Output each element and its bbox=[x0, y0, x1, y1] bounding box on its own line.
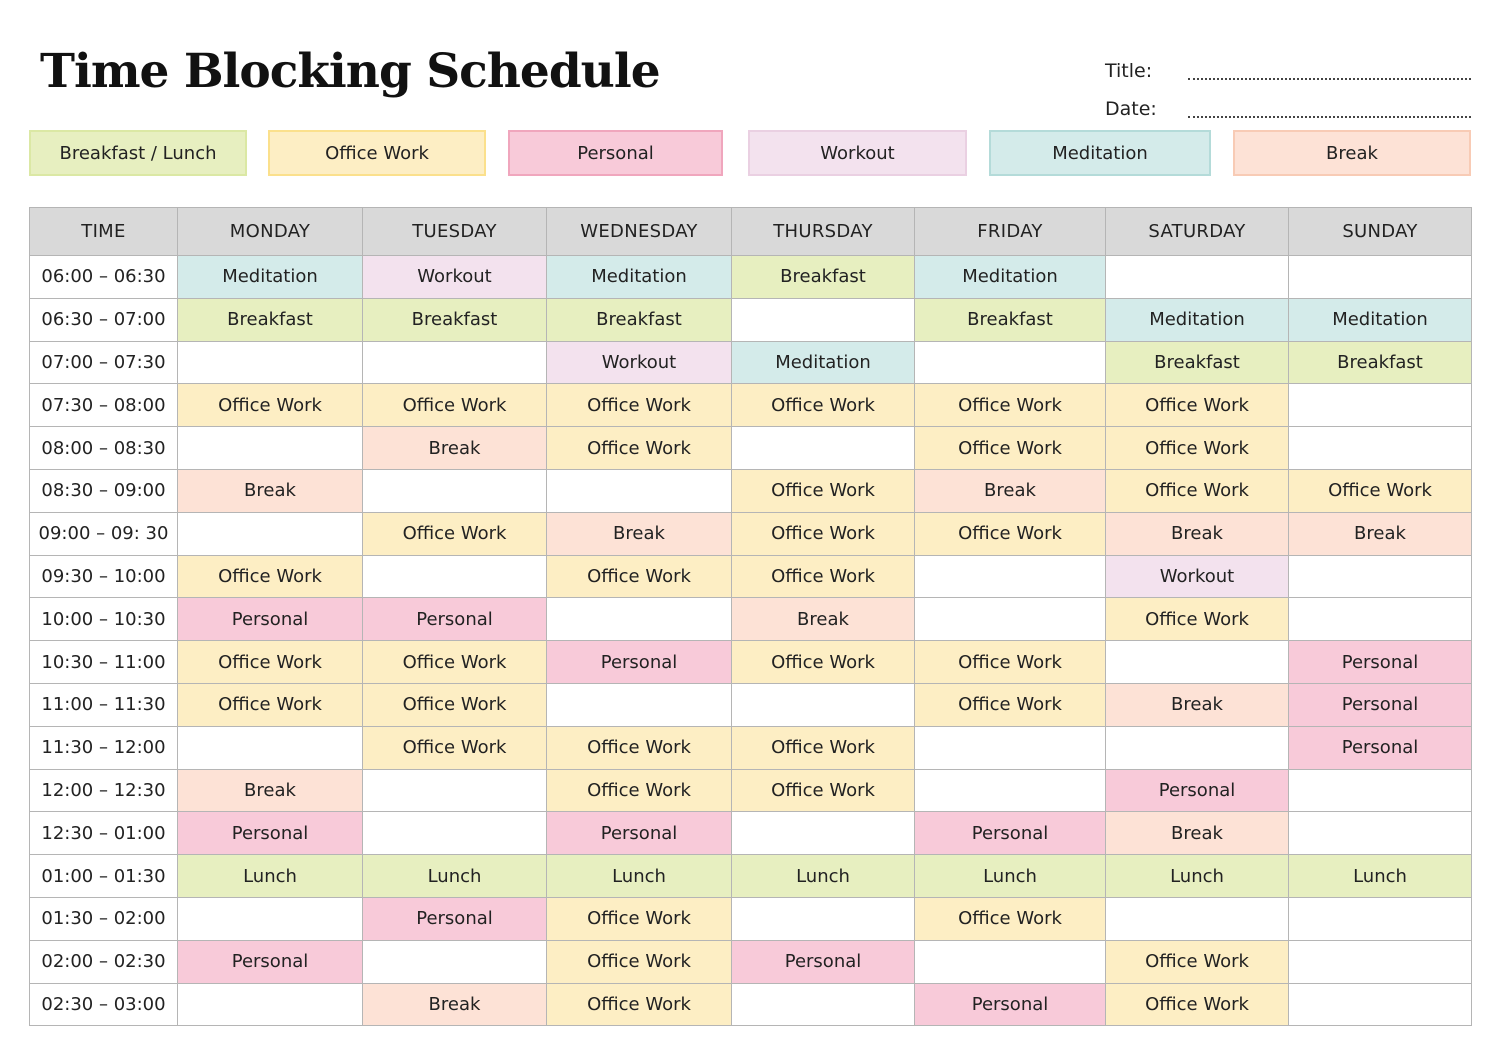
schedule-cell-tuesday[interactable]: Personal bbox=[363, 897, 547, 940]
schedule-cell-thursday[interactable]: Breakfast bbox=[732, 256, 915, 299]
schedule-cell-thursday[interactable]: Lunch bbox=[732, 855, 915, 898]
schedule-cell-saturday[interactable] bbox=[1106, 641, 1289, 684]
title-field[interactable] bbox=[1105, 44, 1471, 82]
schedule-cell-friday[interactable]: Personal bbox=[915, 812, 1106, 855]
schedule-cell-tuesday[interactable]: Breakfast bbox=[363, 298, 547, 341]
schedule-cell-thursday[interactable]: Meditation bbox=[732, 341, 915, 384]
schedule-row bbox=[30, 341, 1472, 384]
schedule-cell-tuesday[interactable] bbox=[363, 555, 547, 598]
time-slot: 10:00 – 10:30 bbox=[30, 598, 178, 641]
schedule-row bbox=[30, 641, 1472, 684]
schedule-cell-sunday[interactable]: Personal bbox=[1289, 726, 1472, 769]
schedule-cell-wednesday[interactable]: Office Work bbox=[547, 427, 732, 470]
schedule-row bbox=[30, 384, 1472, 427]
date-field[interactable] bbox=[1105, 82, 1471, 120]
schedule-cell-saturday[interactable]: Meditation bbox=[1106, 298, 1289, 341]
legend-item-personal: Personal bbox=[508, 130, 723, 176]
schedule-cell-saturday[interactable]: Office Work bbox=[1106, 469, 1289, 512]
schedule-cell-tuesday[interactable]: Office Work bbox=[363, 726, 547, 769]
schedule-cell-thursday[interactable] bbox=[732, 812, 915, 855]
schedule-cell-wednesday[interactable]: Office Work bbox=[547, 384, 732, 427]
schedule-cell-sunday[interactable] bbox=[1289, 983, 1472, 1026]
schedule-cell-sunday[interactable] bbox=[1289, 897, 1472, 940]
schedule-cell-wednesday[interactable]: Personal bbox=[547, 812, 732, 855]
schedule-cell-wednesday[interactable]: Breakfast bbox=[547, 298, 732, 341]
schedule-cell-saturday[interactable]: Lunch bbox=[1106, 855, 1289, 898]
schedule-cell-saturday[interactable]: Personal bbox=[1106, 769, 1289, 812]
schedule-cell-monday[interactable]: Office Work bbox=[178, 641, 363, 684]
schedule-cell-friday[interactable] bbox=[915, 341, 1106, 384]
schedule-row bbox=[30, 512, 1472, 555]
title-label: Title: bbox=[1105, 60, 1153, 82]
schedule-cell-sunday[interactable]: Breakfast bbox=[1289, 341, 1472, 384]
schedule-cell-thursday[interactable] bbox=[732, 983, 915, 1026]
schedule-cell-sunday[interactable] bbox=[1289, 812, 1472, 855]
schedule-row bbox=[30, 469, 1472, 512]
column-header-wednesday: WEDNESDAY bbox=[547, 208, 732, 256]
schedule-cell-sunday[interactable]: Personal bbox=[1289, 641, 1472, 684]
schedule-row bbox=[30, 298, 1472, 341]
schedule-cell-sunday[interactable]: Lunch bbox=[1289, 855, 1472, 898]
schedule-row bbox=[30, 555, 1472, 598]
schedule-cell-monday[interactable] bbox=[178, 983, 363, 1026]
schedule-cell-sunday[interactable] bbox=[1289, 256, 1472, 299]
schedule-cell-wednesday[interactable]: Lunch bbox=[547, 855, 732, 898]
schedule-cell-sunday[interactable]: Meditation bbox=[1289, 298, 1472, 341]
schedule-cell-saturday[interactable] bbox=[1106, 256, 1289, 299]
schedule-cell-saturday[interactable]: Break bbox=[1106, 683, 1289, 726]
time-slot: 07:30 – 08:00 bbox=[30, 384, 178, 427]
schedule-cell-wednesday[interactable]: Workout bbox=[547, 341, 732, 384]
schedule-cell-thursday[interactable] bbox=[732, 298, 915, 341]
schedule-cell-sunday[interactable]: Office Work bbox=[1289, 469, 1472, 512]
time-slot: 09:00 – 09: 30 bbox=[30, 512, 178, 555]
schedule-cell-thursday[interactable]: Office Work bbox=[732, 726, 915, 769]
column-header-sunday: SUNDAY bbox=[1289, 208, 1472, 256]
schedule-cell-sunday[interactable]: Break bbox=[1289, 512, 1472, 555]
schedule-cell-wednesday[interactable]: Office Work bbox=[547, 897, 732, 940]
legend-item-workout: Workout bbox=[748, 130, 967, 176]
schedule-cell-wednesday[interactable]: Office Work bbox=[547, 940, 732, 983]
date-label: Date: bbox=[1105, 98, 1157, 120]
schedule-cell-tuesday[interactable]: Office Work bbox=[363, 384, 547, 427]
schedule-cell-wednesday[interactable]: Office Work bbox=[547, 555, 732, 598]
time-slot: 10:30 – 11:00 bbox=[30, 641, 178, 684]
time-slot: 01:30 – 02:00 bbox=[30, 897, 178, 940]
schedule-cell-monday[interactable] bbox=[178, 341, 363, 384]
schedule-row bbox=[30, 940, 1472, 983]
schedule-row bbox=[30, 812, 1472, 855]
schedule-cell-saturday[interactable] bbox=[1106, 897, 1289, 940]
schedule-cell-sunday[interactable] bbox=[1289, 598, 1472, 641]
schedule-cell-monday[interactable]: Lunch bbox=[178, 855, 363, 898]
schedule-cell-friday[interactable] bbox=[915, 940, 1106, 983]
schedule-cell-saturday[interactable]: Office Work bbox=[1106, 940, 1289, 983]
schedule-cell-friday[interactable] bbox=[915, 555, 1106, 598]
column-header-friday: FRIDAY bbox=[915, 208, 1106, 256]
column-header-thursday: THURSDAY bbox=[732, 208, 915, 256]
schedule-cell-thursday[interactable]: Office Work bbox=[732, 512, 915, 555]
schedule-cell-tuesday[interactable]: Personal bbox=[363, 598, 547, 641]
schedule-cell-tuesday[interactable] bbox=[363, 812, 547, 855]
time-slot: 12:30 – 01:00 bbox=[30, 812, 178, 855]
header-row bbox=[30, 208, 1472, 256]
time-slot: 08:30 – 09:00 bbox=[30, 469, 178, 512]
schedule-cell-tuesday[interactable]: Office Work bbox=[363, 641, 547, 684]
schedule-cell-sunday[interactable] bbox=[1289, 555, 1472, 598]
schedule-cell-monday[interactable]: Office Work bbox=[178, 683, 363, 726]
schedule-cell-tuesday[interactable]: Break bbox=[363, 427, 547, 470]
date-line[interactable] bbox=[1188, 104, 1471, 118]
schedule-cell-thursday[interactable] bbox=[732, 897, 915, 940]
schedule-table bbox=[29, 207, 1472, 1026]
schedule-cell-wednesday[interactable]: Break bbox=[547, 512, 732, 555]
time-slot: 06:00 – 06:30 bbox=[30, 256, 178, 299]
schedule-cell-thursday[interactable]: Office Work bbox=[732, 469, 915, 512]
schedule-row bbox=[30, 683, 1472, 726]
schedule-cell-saturday[interactable]: Breakfast bbox=[1106, 341, 1289, 384]
schedule-cell-thursday[interactable]: Office Work bbox=[732, 769, 915, 812]
title-line[interactable] bbox=[1188, 66, 1471, 80]
time-slot: 11:30 – 12:00 bbox=[30, 726, 178, 769]
schedule-row bbox=[30, 726, 1472, 769]
time-slot: 01:00 – 01:30 bbox=[30, 855, 178, 898]
schedule-cell-wednesday[interactable]: Office Work bbox=[547, 726, 732, 769]
schedule-cell-friday[interactable]: Office Work bbox=[915, 641, 1106, 684]
schedule-cell-thursday[interactable] bbox=[732, 427, 915, 470]
time-slot: 06:30 – 07:00 bbox=[30, 298, 178, 341]
schedule-row bbox=[30, 598, 1472, 641]
schedule-cell-tuesday[interactable]: Lunch bbox=[363, 855, 547, 898]
schedule-cell-thursday[interactable]: Office Work bbox=[732, 641, 915, 684]
schedule-cell-friday[interactable] bbox=[915, 769, 1106, 812]
schedule-cell-sunday[interactable] bbox=[1289, 384, 1472, 427]
schedule-cell-friday[interactable]: Lunch bbox=[915, 855, 1106, 898]
schedule-cell-saturday[interactable]: Break bbox=[1106, 512, 1289, 555]
schedule-cell-saturday[interactable]: Office Work bbox=[1106, 384, 1289, 427]
schedule-cell-saturday[interactable]: Workout bbox=[1106, 555, 1289, 598]
schedule-cell-tuesday[interactable] bbox=[363, 341, 547, 384]
legend-item-meditation: Meditation bbox=[989, 130, 1211, 176]
schedule-cell-thursday[interactable]: Office Work bbox=[732, 555, 915, 598]
schedule-cell-sunday[interactable] bbox=[1289, 427, 1472, 470]
legend-item-office-work: Office Work bbox=[268, 130, 486, 176]
schedule-row bbox=[30, 897, 1472, 940]
schedule-cell-monday[interactable]: Personal bbox=[178, 812, 363, 855]
schedule-cell-wednesday[interactable] bbox=[547, 598, 732, 641]
schedule-cell-tuesday[interactable] bbox=[363, 940, 547, 983]
schedule-cell-sunday[interactable] bbox=[1289, 940, 1472, 983]
schedule-cell-thursday[interactable]: Personal bbox=[732, 940, 915, 983]
schedule-cell-friday[interactable]: Personal bbox=[915, 983, 1106, 1026]
schedule-cell-thursday[interactable]: Office Work bbox=[732, 384, 915, 427]
schedule-cell-tuesday[interactable]: Office Work bbox=[363, 512, 547, 555]
schedule-cell-monday[interactable]: Breakfast bbox=[178, 298, 363, 341]
schedule-cell-friday[interactable]: Office Work bbox=[915, 512, 1106, 555]
schedule-cell-saturday[interactable]: Office Work bbox=[1106, 983, 1289, 1026]
schedule-cell-friday[interactable] bbox=[915, 598, 1106, 641]
schedule-row bbox=[30, 256, 1472, 299]
schedule-cell-friday[interactable]: Office Work bbox=[915, 384, 1106, 427]
time-slot: 12:00 – 12:30 bbox=[30, 769, 178, 812]
meta-fields bbox=[1105, 44, 1471, 120]
column-header-time: TIME bbox=[30, 208, 178, 256]
column-header-tuesday: TUESDAY bbox=[363, 208, 547, 256]
column-header-saturday: SATURDAY bbox=[1106, 208, 1289, 256]
schedule-row bbox=[30, 427, 1472, 470]
schedule-cell-monday[interactable] bbox=[178, 897, 363, 940]
column-header-monday: MONDAY bbox=[178, 208, 363, 256]
legend bbox=[0, 130, 1500, 180]
schedule-cell-monday[interactable] bbox=[178, 726, 363, 769]
legend-item-break: Break bbox=[1233, 130, 1471, 176]
schedule-cell-friday[interactable]: Office Work bbox=[915, 427, 1106, 470]
schedule-cell-monday[interactable]: Personal bbox=[178, 598, 363, 641]
time-slot: 08:00 – 08:30 bbox=[30, 427, 178, 470]
time-slot: 11:00 – 11:30 bbox=[30, 683, 178, 726]
time-slot: 02:30 – 03:00 bbox=[30, 983, 178, 1026]
time-slot: 07:00 – 07:30 bbox=[30, 341, 178, 384]
schedule-cell-wednesday[interactable]: Personal bbox=[547, 641, 732, 684]
schedule-cell-monday[interactable]: Meditation bbox=[178, 256, 363, 299]
schedule-cell-saturday[interactable] bbox=[1106, 726, 1289, 769]
schedule-cell-wednesday[interactable] bbox=[547, 469, 732, 512]
schedule-cell-saturday[interactable]: Break bbox=[1106, 812, 1289, 855]
schedule-cell-saturday[interactable]: Office Work bbox=[1106, 598, 1289, 641]
schedule-row bbox=[30, 983, 1472, 1026]
schedule-cell-friday[interactable]: Breakfast bbox=[915, 298, 1106, 341]
schedule-cell-sunday[interactable] bbox=[1289, 769, 1472, 812]
schedule-row bbox=[30, 769, 1472, 812]
schedule-row bbox=[30, 855, 1472, 898]
page-title: Time Blocking Schedule bbox=[40, 44, 660, 99]
schedule-cell-sunday[interactable]: Personal bbox=[1289, 683, 1472, 726]
schedule-cell-friday[interactable]: Meditation bbox=[915, 256, 1106, 299]
schedule-cell-monday[interactable]: Office Work bbox=[178, 384, 363, 427]
schedule-cell-friday[interactable]: Office Work bbox=[915, 683, 1106, 726]
time-slot: 02:00 – 02:30 bbox=[30, 940, 178, 983]
schedule-cell-monday[interactable]: Break bbox=[178, 769, 363, 812]
schedule-cell-wednesday[interactable]: Office Work bbox=[547, 769, 732, 812]
schedule-cell-friday[interactable] bbox=[915, 726, 1106, 769]
schedule-cell-monday[interactable]: Break bbox=[178, 469, 363, 512]
schedule-cell-monday[interactable]: Personal bbox=[178, 940, 363, 983]
schedule-cell-thursday[interactable] bbox=[732, 683, 915, 726]
schedule-cell-tuesday[interactable]: Office Work bbox=[363, 683, 547, 726]
schedule-cell-wednesday[interactable]: Office Work bbox=[547, 983, 732, 1026]
schedule-cell-tuesday[interactable] bbox=[363, 469, 547, 512]
schedule-cell-monday[interactable] bbox=[178, 512, 363, 555]
schedule-cell-wednesday[interactable] bbox=[547, 683, 732, 726]
schedule-cell-tuesday[interactable]: Workout bbox=[363, 256, 547, 299]
time-slot: 09:30 – 10:00 bbox=[30, 555, 178, 598]
schedule-cell-tuesday[interactable] bbox=[363, 769, 547, 812]
schedule-cell-friday[interactable]: Break bbox=[915, 469, 1106, 512]
schedule-cell-monday[interactable]: Office Work bbox=[178, 555, 363, 598]
schedule-cell-friday[interactable]: Office Work bbox=[915, 897, 1106, 940]
schedule-cell-monday[interactable] bbox=[178, 427, 363, 470]
schedule-cell-tuesday[interactable]: Break bbox=[363, 983, 547, 1026]
schedule-cell-saturday[interactable]: Office Work bbox=[1106, 427, 1289, 470]
schedule-cell-wednesday[interactable]: Meditation bbox=[547, 256, 732, 299]
legend-item-breakfast-lunch: Breakfast / Lunch bbox=[29, 130, 247, 176]
schedule-cell-thursday[interactable]: Break bbox=[732, 598, 915, 641]
